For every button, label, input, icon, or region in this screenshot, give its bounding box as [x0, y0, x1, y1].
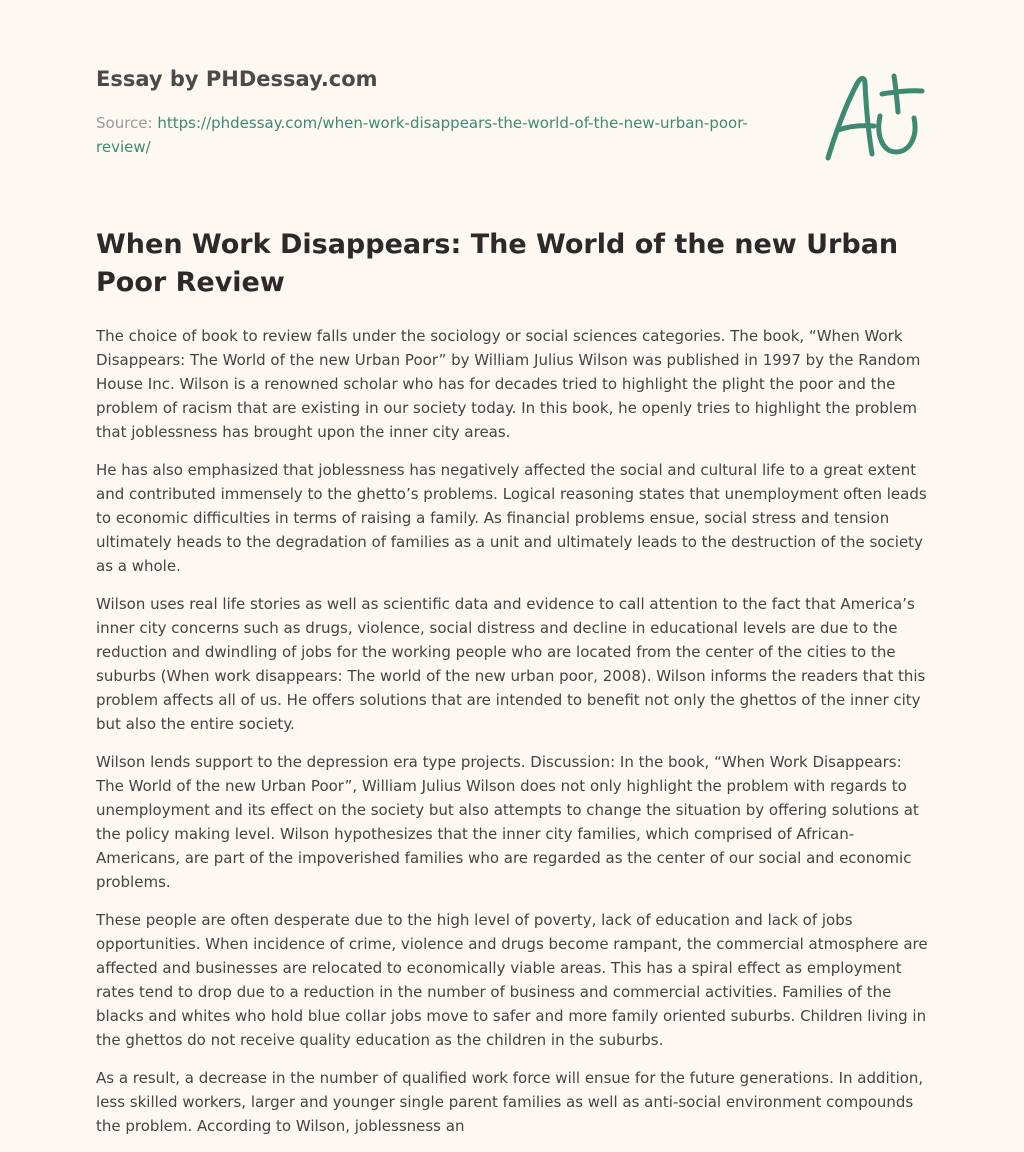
article-paragraph: These people are often desperate due to the high level of poverty, lack of education and lack of jobs opportunities. When incidence of crime, violence and drugs become rampant, the commercial atmosphere are affected and businesses are relocated to economically viable areas. This has a spiral effect as employment rates tend to drop due to a reduction in the number of business and commercial activities. Families of the blacks and whites who hold blue collar jobs move to safer and more family oriented suburbs. Children living in the ghettos do not receive quality education as the children in the suburbs. — [96, 911, 928, 1049]
article-body — [96, 324, 928, 1152]
article-paragraph: The choice of book to review falls under the sociology or social sciences categories. The book, “When Work Disappears: The World of the new Urban Poor” by William Julius Wilson was published in 1997 by the Random House Inc. Wilson is a renowned scholar who has for decades tried to highlight the plight the poor and the problem of racism that are existing in our society today. In this book, he openly tries to highlight the problem that joblessness has brought upon the inner city areas. — [96, 327, 921, 441]
article-paragraph: He has also emphasized that joblessness has negatively affected the social and cultural life to a great extent and contributed immensely to the ghetto’s problems. Logical reasoning states that unemployment often leads to economic difficulties in terms of raising a family. As financial problems ensue, social stress and tension ultimately heads to the degradation of families as a unit and ultimately leads to the destruction of the society as a whole. — [96, 461, 927, 575]
article-paragraph: As a result, a decrease in the number of qualified work force will ensue for the future generations. In addition, less skilled workers, larger and younger single parent families as well as anti-social environment compounds the problem. According to Wilson, joblessness an — [96, 1069, 924, 1135]
source-label: Source: — [96, 114, 153, 132]
source-line — [96, 111, 786, 159]
article-title: When Work Disappears: The World of the new Urban Poor Review — [96, 229, 899, 298]
site-brand: Essay by PHDessay.com — [96, 67, 378, 91]
source-link[interactable]: https://phdessay.com/when-work-disappears-the-world-of-the-new-urban-poor-review/ — [96, 114, 748, 156]
article-paragraph: Wilson uses real life stories as well as scientific data and evidence to call attention to the fact that America’s inner city concerns such as drugs, violence, social distress and decline in educational levels are due to the reduction and dwindling of jobs for the working people who are located from the center of the cities to the suburbs (When work disappears: The world of the new urban poor, 2008). Wilson informs the readers that this problem affects all of us. He offers solutions that are intended to benefit not only the ghettos of the inner city but also the entire society. — [96, 595, 926, 733]
a-plus-logo-icon — [822, 70, 928, 164]
article-paragraph: Wilson lends support to the depression era type projects. Discussion: In the book, “When Work Disappears: The World of the new Urban Poor”, William Julius Wilson does not only highlight the problem with regards to unemployment and its effect on the society but also attempts to change the situation by offering solutions at the policy making level. Wilson hypothesizes that the inner city families, which comprised of African-Americans, are part of the impoverished families who are regarded as the center of our social and economic problems. — [96, 753, 919, 891]
